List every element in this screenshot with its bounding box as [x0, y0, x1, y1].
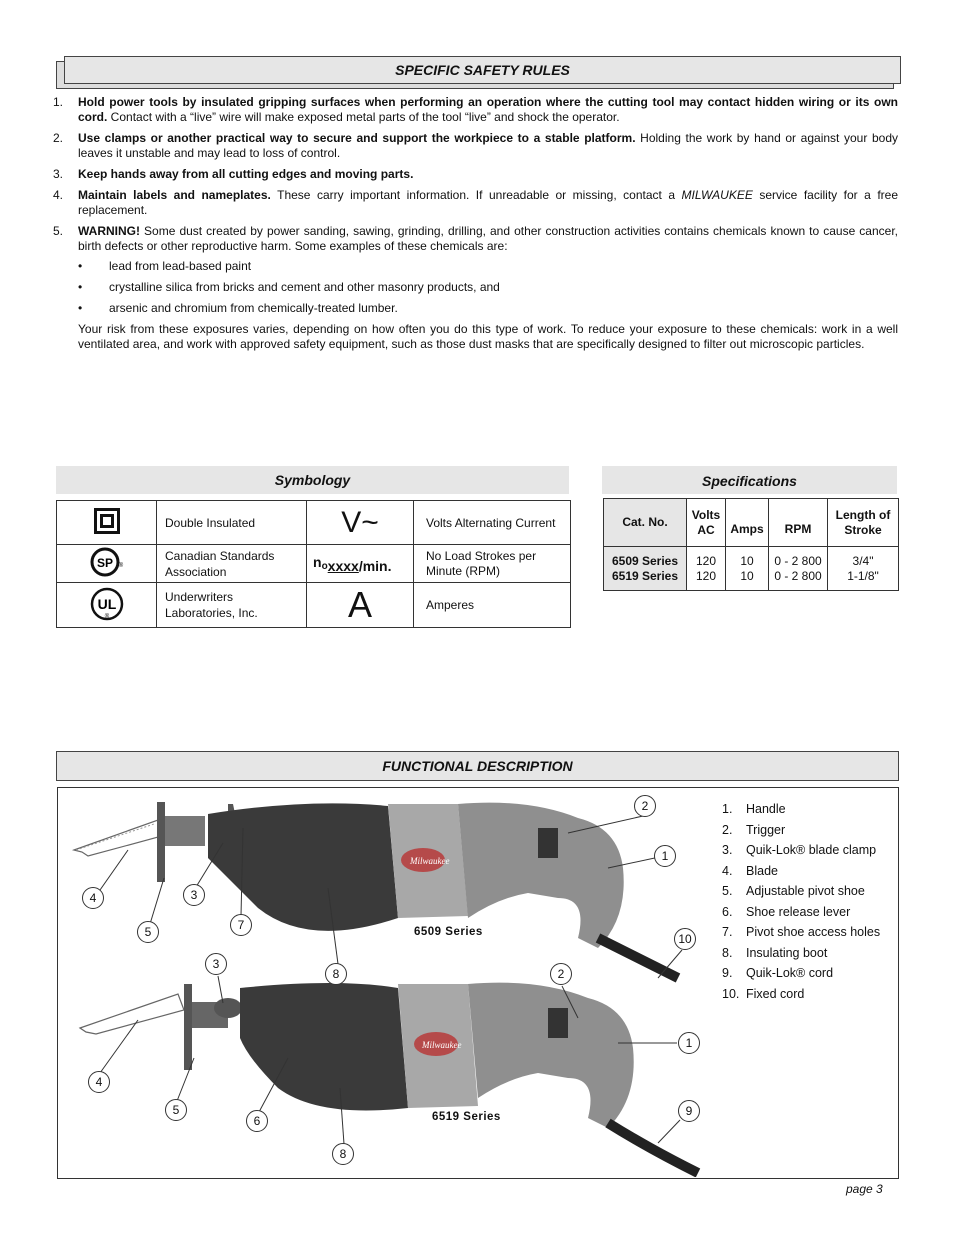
list-item: 5. Adjustable pivot shoe: [722, 884, 865, 898]
callout-4-top: 4: [82, 887, 104, 909]
rule-bold: WARNING!: [78, 224, 140, 238]
specifications-table: [603, 498, 899, 591]
series-6519-label: 6519 Series: [432, 1111, 501, 1123]
rule-1: [53, 95, 898, 125]
brand-name: MILWAUKEE: [681, 188, 753, 202]
callout-5-bottom: 5: [165, 1099, 187, 1121]
chemical-list: [78, 259, 898, 316]
amps-cell: 10 10: [726, 547, 769, 591]
symbol-meaning: Volts Alternating Current: [414, 501, 571, 545]
rule-text: Contact with a “live” wire will make exposed metal parts of the tool “live” and shock the operator.: [107, 110, 620, 124]
callout-2-top: 2: [634, 795, 656, 817]
list-item: 7. Pivot shoe access holes: [722, 925, 881, 939]
symbology-table: [56, 500, 571, 628]
header-amps: Amps: [726, 499, 769, 547]
symbol-meaning: No Load Strokes per Minute (RPM): [414, 545, 571, 583]
safety-rules: [53, 95, 898, 358]
symbology-header: Symbology: [56, 466, 569, 494]
safety-header: SPECIFIC SAFETY RULES: [64, 56, 901, 84]
rule-2: [53, 131, 898, 161]
page-number: page 3: [846, 1182, 883, 1196]
callout-9-bottom: 9: [678, 1100, 700, 1122]
rule-bold: Hold power tools by insulated gripping surfaces when performing an operation where the cutting tool may contact hidden wiring or its own cord.: [78, 95, 898, 124]
list-item: 2. Trigger: [722, 822, 786, 837]
list-item: 4. Blade: [722, 863, 778, 878]
callout-8-top: 8: [325, 963, 347, 985]
callout-10-top: 10: [674, 928, 696, 950]
symbol-label: Underwriters Laboratories, Inc.: [157, 583, 307, 628]
header-rpm: RPM: [769, 499, 828, 547]
csa-logo: [57, 545, 157, 583]
specifications-header: Specifications: [602, 466, 897, 494]
callout-2-bottom: 2: [550, 963, 572, 985]
series-6509-label: 6509 Series: [414, 926, 483, 938]
rule-text-end: service facility for a free replacement.: [78, 188, 898, 217]
strokes-symbol: noxxxx/min.: [307, 545, 414, 583]
rule-number: 5.: [53, 224, 64, 238]
list-item: 1. Handle: [722, 802, 786, 816]
callout-8-bottom: 8: [332, 1143, 354, 1165]
rule-4: [53, 188, 898, 218]
symbol-label: Canadian Standards Association: [157, 545, 307, 583]
header-volts: Volts AC: [687, 499, 726, 547]
saw-6519-drawing: [80, 983, 698, 1173]
rpm-cell: 0 - 2 800 0 - 2 800: [769, 547, 828, 591]
rule-5: [53, 224, 898, 352]
rule-3: [53, 167, 898, 182]
svg-text:SP: SP: [96, 556, 113, 570]
stroke-cell: 3/4" 1-1/8": [847, 553, 879, 583]
svg-text:UL: UL: [97, 595, 116, 612]
svg-text:®: ®: [104, 613, 109, 620]
list-item: 3. Quik-Lok® blade clamp: [722, 843, 877, 857]
volts-cell: 120 120: [687, 547, 726, 591]
callout-5-top: 5: [137, 921, 159, 943]
list-item: • lead from lead-based paint: [78, 259, 252, 273]
parts-list: [722, 799, 880, 1004]
svg-text:Milwaukee: Milwaukee: [410, 856, 450, 866]
ul-logo: [57, 583, 157, 628]
header-cat: Cat. No.: [604, 499, 687, 547]
symbol-label: Double Insulated: [157, 501, 307, 545]
rule-number: 1.: [53, 95, 64, 109]
list-item: 6. Shoe release lever: [722, 904, 851, 919]
rule-number: 4.: [53, 188, 64, 202]
rule-bold: Maintain labels and nameplates.: [78, 188, 271, 202]
rule-number: 2.: [53, 131, 64, 145]
closing-paragraph: Your risk from these exposures varies, depending on how often you do this type of work. To reduce your exposure to these chemicals: work in a well ventilated area, and work with approved safety equipment, such as those dust masks that are specifically designed to filter out microscopic particles.: [78, 322, 898, 351]
callout-6-bottom: 6: [246, 1110, 268, 1132]
volts-ac-symbol: V~: [307, 501, 414, 545]
header-stroke: Length of Stroke: [828, 499, 899, 547]
rule-text: These carry important information. If unreadable or missing, contact a: [270, 188, 682, 202]
saw-illustrations: [58, 788, 708, 1177]
list-item: • arsenic and chromium from chemically-treated lumber.: [78, 301, 398, 315]
list-item: 9. Quik-Lok® cord: [722, 966, 834, 980]
cat-cell: 6509 Series 6519 Series: [604, 547, 687, 591]
list-item: 10. Fixed cord: [722, 986, 805, 1001]
rule-text: Some dust created by power sanding, sawing, grinding, drilling, and other construction activities contains chemicals known to cause cancer, birth defects or other reproductive harm. Some examples of these chemicals are:: [78, 224, 898, 253]
callout-1-bottom: 1: [678, 1032, 700, 1054]
rule-bold: Use clamps or another practical way to secure and support the workpiece to a stable platform.: [78, 131, 636, 145]
list-item: 8. Insulating boot: [722, 945, 828, 960]
callout-4-bottom: 4: [88, 1071, 110, 1093]
rule-bold: Keep hands away from all cutting edges and moving parts.: [78, 167, 414, 181]
callout-7-top: 7: [230, 914, 252, 936]
rule-number: 3.: [53, 167, 64, 181]
double-insulated-icon: [57, 501, 157, 545]
callout-1-top: 1: [654, 845, 676, 867]
rule-text: Holding the work by hand or against your body leaves it unstable and may lead to loss of control.: [78, 131, 898, 160]
svg-text:®: ®: [118, 563, 123, 569]
functional-header: FUNCTIONAL DESCRIPTION: [56, 751, 899, 781]
callout-3-top: 3: [183, 884, 205, 906]
symbol-meaning: Amperes: [414, 583, 571, 628]
svg-text:Milwaukee: Milwaukee: [422, 1040, 462, 1050]
list-item: • crystalline silica from bricks and cement and other masonry products, and: [78, 280, 500, 294]
callout-3-bottom: 3: [205, 953, 227, 975]
amperes-symbol: A: [307, 583, 414, 628]
